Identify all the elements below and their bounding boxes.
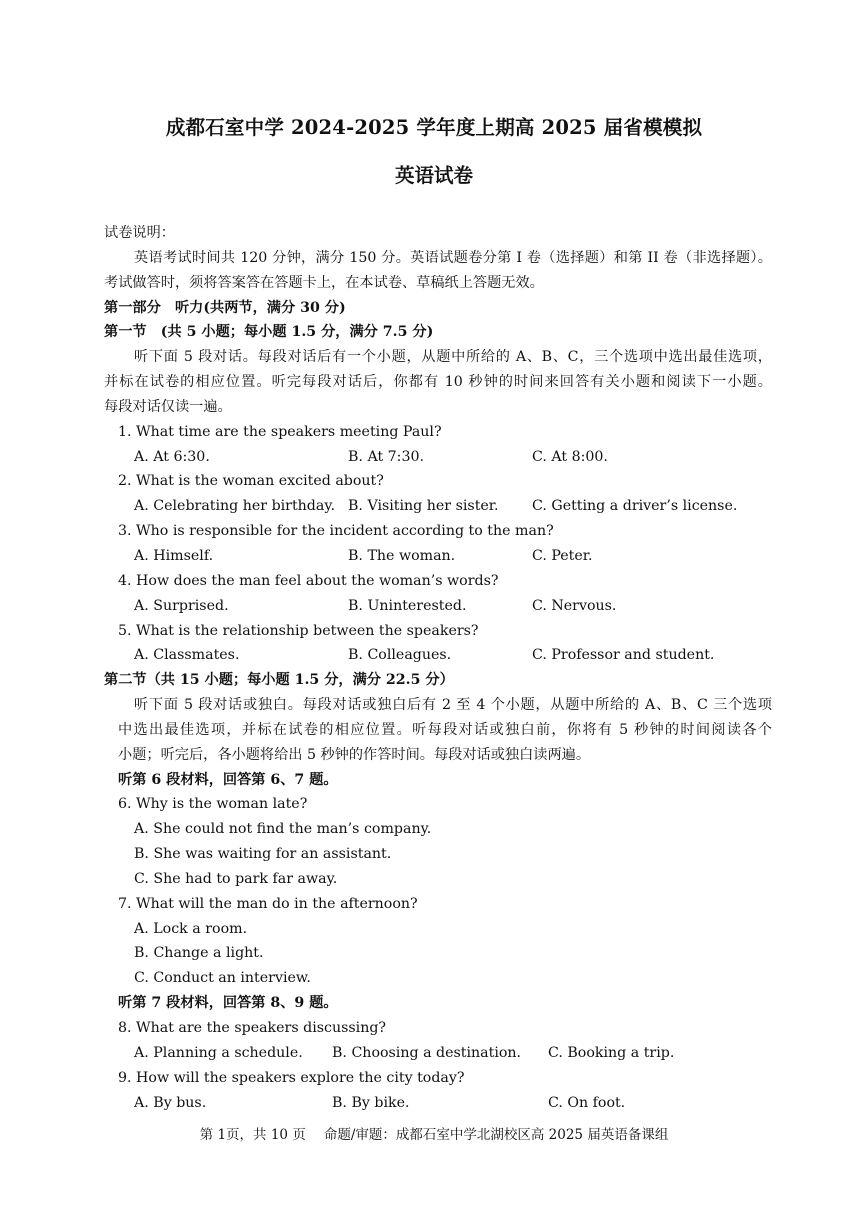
option-b: B. By bike. [332,1094,410,1111]
footer-credit: 命题/审题：成都石室中学北湖校区高 2025 届英语备课组 [323,1127,669,1143]
option-a: A. Celebrating her birthday. [134,498,335,515]
option-a: A. At 6:30. [134,448,210,465]
option-a: A. Planning a schedule. [134,1044,303,1061]
instructions-line-1: 英语考试时间共 120 分钟，满分 150 分。英语试题卷分第 I 卷（选择题）和第 II 卷（非选择题）。 [134,249,772,266]
part1-heading: 第一部分 听力(共两节，满分 30 分) [104,299,346,316]
option-c: C. Getting a driver’s license. [532,498,738,515]
option-a: A. Lock a room. [134,920,248,937]
option-c: C. She had to park far away. [134,870,338,887]
option-b: B. At 7:30. [348,448,425,465]
section2-heading: 第二节（共 15 小题；每小题 1.5 分，满分 22.5 分） [104,672,454,689]
material-heading-6: 听第 6 段材料，回答第 6、7 题。 [118,771,338,788]
question-stem: 6. Why is the woman late? [118,796,308,813]
options-row [104,643,772,668]
option-b: B. Choosing a destination. [332,1044,522,1061]
options-row [104,494,772,519]
option-a: A. Surprised. [134,597,229,614]
question-stem: 9. How will the speakers explore the city today? [118,1069,465,1086]
option-c: C. Peter. [532,547,593,564]
question-stem: 8. What are the speakers discussing? [118,1020,387,1036]
section2-intro-2: 中选出最佳选项，并标在试卷的相应位置。听每段对话或独白前，你将有 5 秒钟的时间阅读各个 [118,721,772,738]
options-row [104,1041,772,1066]
option-b: B. The woman. [348,547,456,564]
page-footer [0,1123,868,1143]
page-title: 成都石室中学 2024-2025 学年度上期高 2025 届省模模拟 [165,116,703,139]
question-stem: 5. What is the relationship between the speakers? [118,622,479,639]
option-b: B. Uninterested. [348,597,467,614]
section1-intro-3: 每段对话仅读一遍。 [104,398,232,415]
option-c: C. On foot. [548,1094,626,1111]
material-heading-7: 听第 7 段材料，回答第 8、9 题。 [118,995,338,1012]
section2-intro-3: 小题；听完后，各小题将给出 5 秒钟的作答时间。每段对话或独白读两遍。 [118,746,591,763]
option-c: C. Nervous. [532,597,617,614]
options-row [104,445,772,470]
question-stem: 7. What will the man do in the afternoon? [118,895,418,912]
question-stem: 1. What time are the speakers meeting Paul? [118,423,442,440]
option-c: C. At 8:00. [532,448,608,465]
question-stem: 2. What is the woman excited about? [118,473,384,490]
options-row [104,544,772,569]
option-b: B. Colleagues. [348,647,452,664]
question-stem: 4. How does the man feel about the woman’s words? [118,572,499,589]
section1-intro-2: 并标在试卷的相应位置。听完每段对话后，你都有 10 秒钟的时间来回答有关小题和阅读下一小题。 [104,374,772,391]
question-stem: 3. Who is responsible for the incident according to the man? [118,523,554,540]
section1-heading: 第一节 (共 5 小题；每小题 1.5 分，满分 7.5 分) [104,324,434,341]
options-row [104,594,772,619]
option-c: C. Conduct an interview. [134,970,311,987]
options-row [104,1091,772,1116]
instructions-label: 试卷说明： [104,225,175,241]
option-a: A. Classmates. [134,647,240,664]
instructions-line-2: 考试做答时，须将答案答在答题卡上，在本试卷、草稿纸上答题无效。 [104,274,544,291]
option-a: A. Himself. [134,547,214,564]
option-a: A. By bus. [134,1094,207,1111]
exam-content [104,221,772,1115]
option-c: C. Professor and student. [532,647,715,664]
section2-intro-1: 听下面 5 段对话或独白。每段对话或独白后有 2 至 4 个小题，从题中所给的 A、B、C 三个选项 [134,697,772,714]
option-c: C. Booking a trip. [548,1044,675,1061]
option-b: B. Visiting her sister. [348,498,499,515]
option-b: B. She was waiting for an assistant. [134,846,392,863]
option-a: A. She could not find the man’s company. [134,821,432,838]
option-b: B. Change a light. [134,945,264,962]
page-subtitle: 英语试卷 [394,164,473,187]
section1-intro-1: 听下面 5 段对话。每段对话后有一个小题，从题中所给的 A、B、C，三个选项中选出最佳选项， [134,349,772,366]
page-number: 第 1页，共 10 页 [199,1127,306,1143]
